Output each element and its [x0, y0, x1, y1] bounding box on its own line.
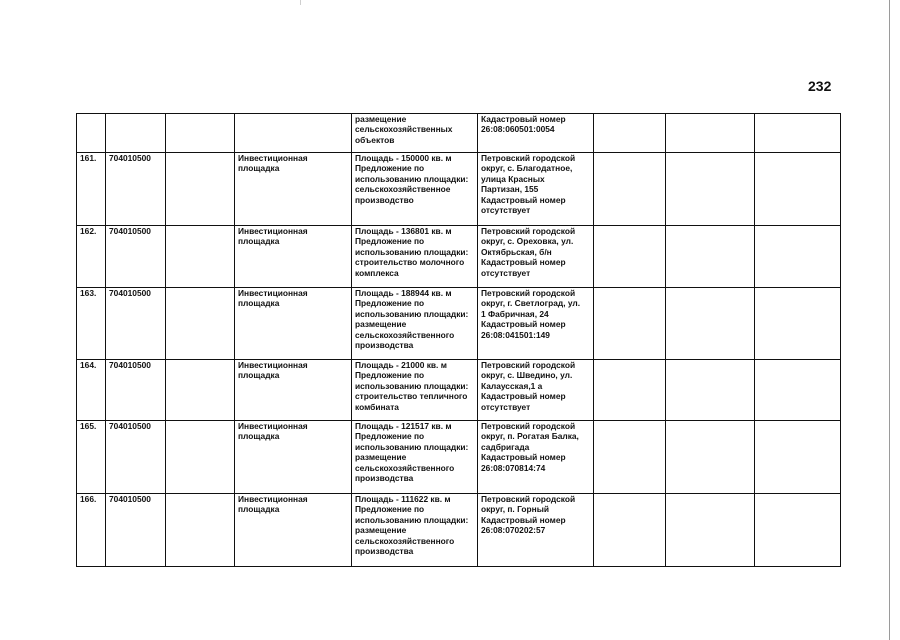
- description-cell: [352, 421, 478, 494]
- address-line: Петровский городской: [481, 421, 576, 431]
- description-line: производства: [355, 546, 414, 557]
- description-line: сельскохозяйственное: [355, 184, 451, 195]
- empty-cell: [166, 421, 235, 494]
- description-line: Площадь - 150000 кв. м: [355, 153, 452, 163]
- empty-cell: [666, 421, 755, 494]
- empty-cell: [755, 226, 841, 288]
- object-type-cell: Инвестиционная площадка: [235, 226, 352, 288]
- address-line: округ, с. Ореховка, ул.: [481, 236, 574, 247]
- table-row: [77, 288, 841, 360]
- address-line: садбригада: [481, 441, 530, 452]
- code-cell: 704010500: [106, 494, 166, 567]
- address-line: улица Красных: [481, 173, 545, 184]
- empty-cell: [166, 494, 235, 567]
- object-type-cell: Инвестиционная площадка: [235, 421, 352, 494]
- address-line: Кадастровый номер: [481, 514, 566, 525]
- object-type-cell: Инвестиционная площадка: [235, 360, 352, 421]
- address-cell: [478, 153, 594, 226]
- description-line: производства: [355, 340, 414, 351]
- empty-cell: [755, 288, 841, 360]
- address-cell: [478, 114, 594, 153]
- page-number: 232: [808, 78, 832, 94]
- scan-artifact-line: [300, 0, 301, 5]
- description-line: сельскохозяйственного: [355, 535, 455, 546]
- description-line: использованию площадки:: [355, 441, 469, 452]
- address-line: Петровский городской: [481, 360, 576, 370]
- address-line: 1 Фабричная, 24: [481, 308, 549, 319]
- empty-cell: [166, 226, 235, 288]
- address-line: Кадастровый номер: [481, 194, 566, 205]
- page-edge-line: [889, 0, 890, 640]
- code-cell: 704010500: [106, 226, 166, 288]
- empty-cell: [594, 288, 666, 360]
- description-line: Площадь - 21000 кв. м: [355, 360, 447, 370]
- description-cell: [352, 114, 478, 153]
- empty-cell: [755, 360, 841, 421]
- address-cell: [478, 494, 594, 567]
- address-line: Кадастровый номер: [481, 319, 566, 330]
- description-line: размещение: [355, 452, 407, 463]
- address-line: округ, с. Благодатное,: [481, 163, 573, 174]
- description-line: комбината: [355, 401, 399, 412]
- address-line: 26:08:070202:57: [481, 525, 546, 536]
- empty-cell: [166, 114, 235, 153]
- address-line: округ, п. Рогатая Балка,: [481, 431, 579, 442]
- description-cell: [352, 288, 478, 360]
- empty-cell: [594, 360, 666, 421]
- address-line: отсутствует: [481, 205, 531, 216]
- address-line: Партизан, 155: [481, 184, 539, 195]
- description-line: Площадь - 121517 кв. м: [355, 421, 452, 431]
- empty-cell: [594, 114, 666, 153]
- table-row: [77, 153, 841, 226]
- description-cell: [352, 153, 478, 226]
- empty-cell: [666, 494, 755, 567]
- address-cell: [478, 421, 594, 494]
- object-type-cell: [235, 114, 352, 153]
- empty-cell: [666, 360, 755, 421]
- row-number-cell: 165.: [77, 421, 106, 494]
- address-line: Калаусская,1 а: [481, 380, 543, 391]
- description-line: Предложение по: [355, 504, 425, 515]
- empty-cell: [666, 153, 755, 226]
- address-line: отсутствует: [481, 401, 531, 412]
- empty-cell: [755, 494, 841, 567]
- description-line: Площадь - 136801 кв. м: [355, 226, 452, 236]
- description-cell: [352, 226, 478, 288]
- table-row: [77, 360, 841, 421]
- description-line: строительство молочного: [355, 257, 465, 268]
- empty-cell: [666, 114, 755, 153]
- address-cell: [478, 360, 594, 421]
- empty-cell: [594, 153, 666, 226]
- row-number-cell: 164.: [77, 360, 106, 421]
- address-cell: [478, 226, 594, 288]
- empty-cell: [166, 288, 235, 360]
- table-row: [77, 494, 841, 567]
- row-number-cell: 163.: [77, 288, 106, 360]
- address-line: округ, с. Шведино, ул.: [481, 370, 573, 381]
- empty-cell: [666, 226, 755, 288]
- address-line: Октябрьская, б/н: [481, 246, 552, 257]
- description-line: размещение: [355, 319, 407, 330]
- address-line: 26:08:041501:149: [481, 329, 550, 340]
- address-line: Кадастровый номер: [481, 114, 566, 124]
- table-row: [77, 226, 841, 288]
- code-cell: 704010500: [106, 421, 166, 494]
- description-line: Площадь - 111622 кв. м: [355, 494, 451, 504]
- description-line: Предложение по: [355, 163, 425, 174]
- empty-cell: [594, 226, 666, 288]
- table-row: [77, 114, 841, 153]
- row-number-cell: 166.: [77, 494, 106, 567]
- description-line: размещение: [355, 525, 407, 536]
- description-cell: [352, 494, 478, 567]
- investment-sites-table: [76, 113, 841, 567]
- description-line: объектов: [355, 134, 395, 145]
- description-line: использованию площадки:: [355, 380, 469, 391]
- row-number-cell: 162.: [77, 226, 106, 288]
- code-cell: 704010500: [106, 360, 166, 421]
- description-line: использованию площадки:: [355, 246, 469, 257]
- description-line: сельскохозяйственного: [355, 329, 455, 340]
- address-line: Кадастровый номер: [481, 452, 566, 463]
- object-type-cell: Инвестиционная площадка: [235, 288, 352, 360]
- code-cell: [106, 114, 166, 153]
- empty-cell: [755, 421, 841, 494]
- description-line: производства: [355, 473, 414, 484]
- description-line: Предложение по: [355, 236, 425, 247]
- address-line: Петровский городской: [481, 226, 576, 236]
- empty-cell: [166, 153, 235, 226]
- description-line: комплекса: [355, 267, 399, 278]
- address-line: Петровский городской: [481, 494, 576, 504]
- address-line: Петровский городской: [481, 288, 576, 298]
- address-line: Петровский городской: [481, 153, 576, 163]
- empty-cell: [594, 494, 666, 567]
- description-line: размещение: [355, 114, 407, 124]
- description-line: Площадь - 188944 кв. м: [355, 288, 452, 298]
- description-line: использованию площадки:: [355, 514, 469, 525]
- address-line: Кадастровый номер: [481, 391, 566, 402]
- description-line: использованию площадки:: [355, 173, 469, 184]
- code-cell: 704010500: [106, 288, 166, 360]
- object-type-cell: Инвестиционная площадка: [235, 153, 352, 226]
- empty-cell: [755, 114, 841, 153]
- description-line: использованию площадки:: [355, 308, 469, 319]
- address-line: округ, п. Горный: [481, 504, 550, 515]
- description-line: сельскохозяйственных: [355, 124, 453, 135]
- address-cell: [478, 288, 594, 360]
- address-line: 26:08:070814:74: [481, 462, 546, 473]
- empty-cell: [594, 421, 666, 494]
- row-number-cell: [77, 114, 106, 153]
- description-cell: [352, 360, 478, 421]
- address-line: Кадастровый номер: [481, 257, 566, 268]
- table-row: [77, 421, 841, 494]
- description-line: Предложение по: [355, 370, 425, 381]
- address-line: округ, г. Светлоград, ул.: [481, 298, 581, 309]
- empty-cell: [666, 288, 755, 360]
- description-line: строительство тепличного: [355, 391, 468, 402]
- description-line: Предложение по: [355, 298, 425, 309]
- description-line: производство: [355, 194, 414, 205]
- empty-cell: [755, 153, 841, 226]
- empty-cell: [166, 360, 235, 421]
- code-cell: 704010500: [106, 153, 166, 226]
- table-body: [77, 114, 841, 567]
- address-line: отсутствует: [481, 267, 531, 278]
- description-line: сельскохозяйственного: [355, 462, 455, 473]
- row-number-cell: 161.: [77, 153, 106, 226]
- object-type-cell: Инвестиционная площадка: [235, 494, 352, 567]
- description-line: Предложение по: [355, 431, 425, 442]
- address-line: 26:08:060501:0054: [481, 124, 555, 135]
